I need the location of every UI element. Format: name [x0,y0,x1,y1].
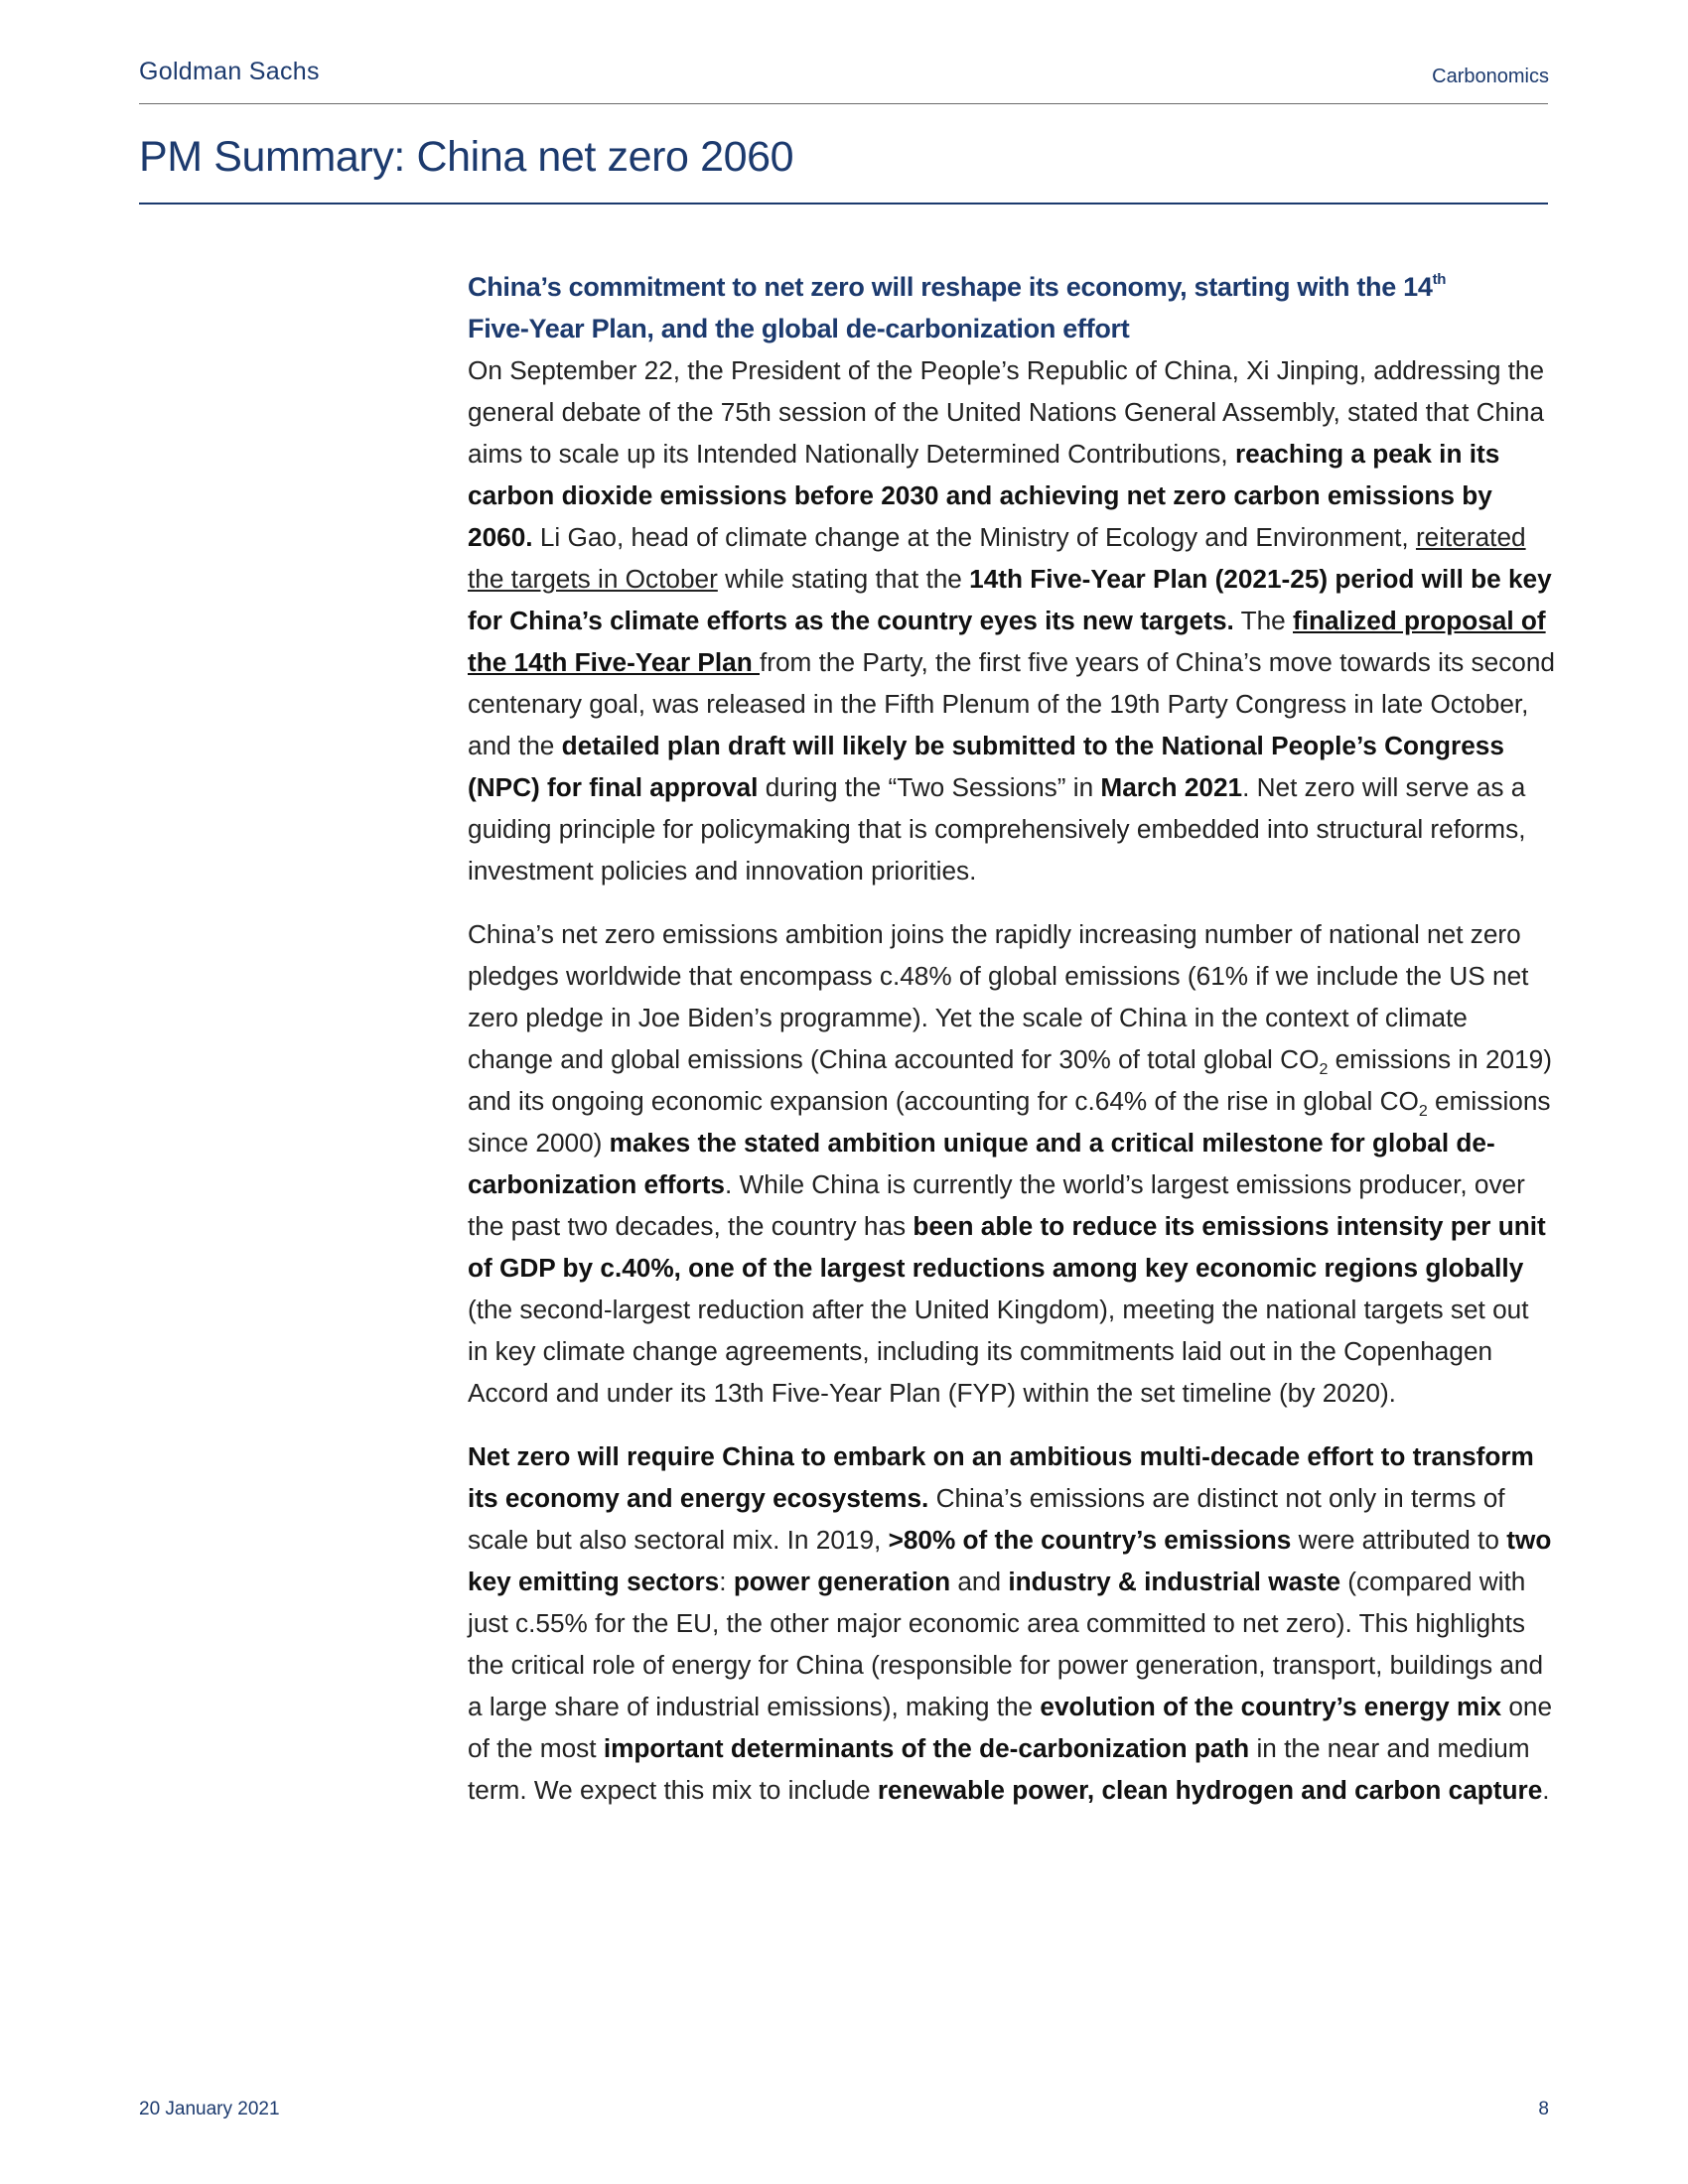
main-content [468,266,1555,1833]
p3-bold-1: Net zero will require China to embark on an ambitious multi-decade effort to transform its economy and energy ecosystems. [468,1441,1534,1513]
page-title: PM Summary: China net zero 2060 [139,133,794,181]
p3-bold-8: renewable power, clean hydrogen and carbon capture [877,1775,1543,1805]
title-divider [139,203,1548,205]
p2-text-2: emissions in 2019) and its ongoing economic expansion (accounting for c.64% of the rise in global CO [468,1044,1552,1116]
p1-text-7: . Net zero will serve as a guiding principle for policymaking that is comprehensively embedded into structural reforms, investment policies and innovation priorities. [468,772,1526,886]
p3-text-7: in the near and medium term. We expect this mix to include [468,1733,1530,1805]
p3-bold-5: industry & industrial waste [1008,1567,1341,1596]
p3-text-2: were attributed to [1291,1525,1507,1555]
p3-bold-7: important determinants of the de-carbonization path [603,1733,1250,1763]
paragraph-2 [468,913,1555,1414]
brand-name: Goldman Sachs [139,58,320,85]
p1-text-5: from the Party, the first five years of China’s move towards its second centenary goal, was released in the Fifth Plenum of the 19th Party Congress in late October, and the [468,647,1555,760]
p3-bold-6: evolution of the country’s energy mix [1040,1692,1502,1721]
subhead-line2: Five-Year Plan, and the global de-carbonization effort [468,314,1130,343]
p2-bold-2: been able to reduce its emissions intensity per unit of GDP by c.40%, one of the largest reductions among key economic regions globally [468,1211,1546,1283]
p1-bold-1: reaching a peak in its carbon dioxide emissions before 2030 and achieving net zero carbon emissions by 2060. [468,439,1500,552]
p1-text-6: during the “Two Sessions” in [758,772,1101,802]
p2-text-4: . While China is currently the world’s largest emissions producer, over the past two decades, the country has [468,1169,1525,1241]
paragraph-1 [468,349,1555,891]
p2-bold-1: makes the stated ambition unique and a critical milestone for global de-carbonization efforts [468,1128,1495,1199]
paragraph-3 [468,1435,1555,1811]
p3-text-4: and [950,1567,1009,1596]
link-finalized-proposal[interactable]: finalized proposal of the 14th Five-Year Plan [468,606,1546,677]
link-reiterated-targets[interactable]: reiterated the targets in October [468,522,1526,594]
p1-text-2: Li Gao, head of climate change at the Ministry of Ecology and Environment, [532,522,1416,552]
subhead-superscript: th [1432,271,1447,288]
section-subheading [468,266,1555,349]
footer-date: 20 January 2021 [139,2099,280,2119]
p3-text-1: China’s emissions are distinct not only in terms of scale but also sectoral mix. In 2019, [468,1483,1505,1555]
page-number: 8 [1538,2099,1549,2119]
p1-text-3: while stating that the [717,564,970,594]
p1-text-4: The [1233,606,1293,635]
p2-subscript-2: 2 [1418,1103,1428,1120]
p2-text-1: China’s net zero emissions ambition joins the rapidly increasing number of national net zero pledges worldwide that encompass c.48% of global emissions (61% if we include the US net zero pledge in Joe Biden’s programme). Yet the scale of China in the context of climate change and global emissions (China accounted for 30% of total global CO [468,919,1529,1074]
p2-subscript-1: 2 [1319,1061,1329,1078]
p1-bold-4: March 2021 [1100,772,1243,802]
p3-text-3: : [719,1567,734,1596]
p2-text-5: (the second-largest reduction after the United Kingdom), meeting the national targets set out in key climate change agreements, including its commitments laid out in the Copenhagen Accord and under its 13th Five-Year Plan (FYP) within the set timeline (by 2020). [468,1295,1529,1408]
p1-bold-2: 14th Five-Year Plan (2021-25) period will be key for China’s climate efforts as the country eyes its new targets. [468,564,1552,635]
subhead-line1: China’s commitment to net zero will reshape its economy, starting with the 14 [468,272,1433,302]
p3-bold-2: >80% of the country’s emissions [888,1525,1292,1555]
p2-text-3: emissions since 2000) [468,1086,1551,1158]
report-series-name: Carbonomics [1432,66,1549,87]
p3-bold-4: power generation [733,1567,951,1596]
header-divider [139,103,1548,104]
p3-bold-3: two key emitting sectors [468,1525,1552,1596]
p3-text-5: (compared with just c.55% for the EU, the other major economic area committed to net zero). This highlights the critical role of energy for China (responsible for power generation, transport, buildings and a large share of industrial emissions), making the [468,1567,1544,1721]
p1-text-1: On September 22, the President of the People’s Republic of China, Xi Jinping, addressing the general debate of the 75th session of the United Nations General Assembly, stated that China aims to scale up its Intended Nationally Determined Contributions, [468,355,1545,469]
p3-text-6: one of the most [468,1692,1553,1763]
p3-text-8: . [1542,1775,1550,1805]
p1-bold-3: detailed plan draft will likely be submitted to the National People’s Congress (NPC) for final approval [468,731,1504,802]
